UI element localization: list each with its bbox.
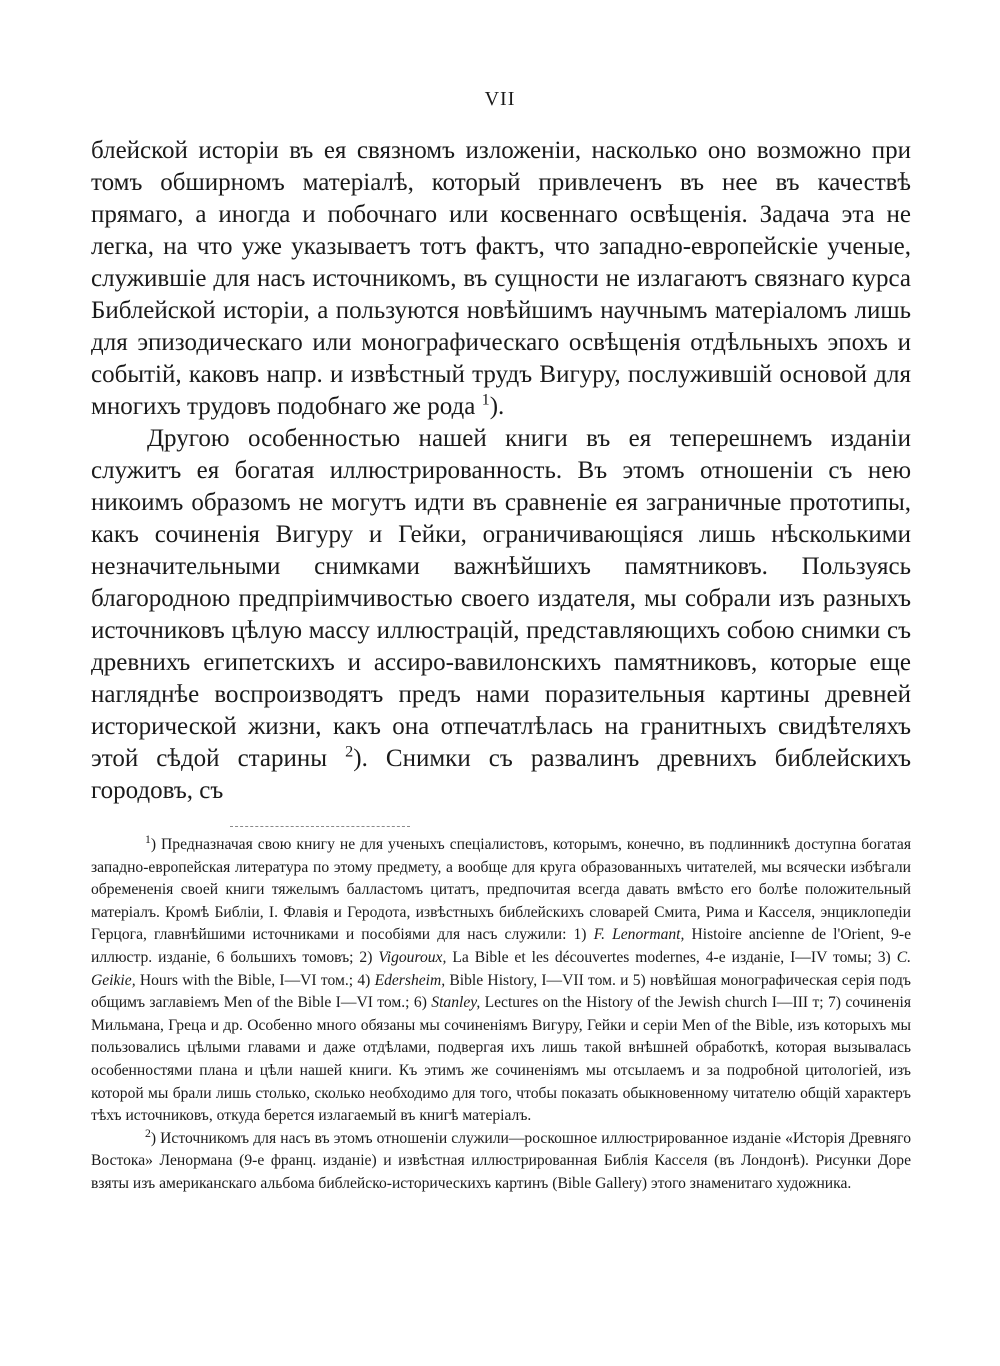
footnote-text: ) Предназначая свою книгу не для ученыхъ спеціалистовъ, которымъ, конечно, въ подлинникѣ доступна богатая западно-европейская литература по этому предмету, а вообще для круга образованныхъ читателей, мы всячески избѣгали обремененія своей книги тяжелымъ балластомъ цитатъ, предпочитая всегда давать вмѣсто его болѣе положительный матеріалъ. Кромѣ Библіи, І. Флавія и Геродота, извѣстныхъ библейскихъ словарей Смита, Рима и Касселя, энциклопедіи Герцога, главнѣйшими источниками и пособіями для насъ служили: 1) — [91, 836, 911, 944]
footnote-reference-1: 1 — [481, 390, 490, 409]
cited-author: F. Lenormant, — [593, 926, 685, 944]
paragraph-text: блейской исторіи въ ея связномъ изложеніи, насколько оно возможно при томъ обширномъ матеріалѣ, который привлеченъ въ нее въ качествѣ прямаго, а иногда и побочнаго или косвеннаго освѣщенія. Задача эта не легка, на что уже указываетъ тотъ фактъ, что западно-европейскіе ученые, служившіе для насъ источникомъ, въ сущности не излагаютъ связнаго курса Библейской исторіи, а пользуются новѣйшимъ научнымъ матеріаломъ лишь для эпизодическаго или монографическаго освѣщенія отдѣльныхъ эпохъ и событій, каковъ напр. и извѣстный трудъ Вигуру, послужившій основой для многихъ трудовъ подобнаго же рода — [91, 137, 911, 420]
cited-author: Stanley, — [431, 994, 481, 1012]
footnote-1 — [91, 834, 911, 1128]
footnote-separator — [230, 826, 410, 827]
cited-author: C. Geikie, — [91, 948, 911, 989]
footnote-text: Hours with the Bible, I—VI том.; 4) — [135, 971, 375, 989]
footnote-text: Lectures on the History of the Jewish church I—III т; 7) сочиненія Мильмана, Греца и др. Особенно много обязаны мы сочиненіямъ Вигуру, Гейки и серіи Men of the Bible, изъ которыхъ мы пользовались цѣлыми главами и даже отдѣлами, подвергая ихъ лишь такой внѣшней обработкѣ, которая вызывалась особенностями плана и цѣли нашей книги. Къ этимъ же сочиненіямъ мы отсылаемъ и за подробной цитологіей, изъ которой мы брали лишь столько, сколько необходимо для того, чтобы показать обыкновенному читателю общій характеръ тѣхъ источниковъ, откуда берется излагаемый въ книгѣ матеріалъ. — [91, 994, 911, 1125]
footnote-reference-2: 2 — [345, 742, 354, 761]
page-number: VII — [484, 88, 516, 110]
cited-author: Edersheim, — [374, 971, 446, 989]
footnote-text: ) Источникомъ для насъ въ этомъ отношеніи служили—роскошное иллюстрированное изданіе «Исторія Древняго Востока» Ленормана (9-е франц. изданіе) и извѣстная иллюстрированная Библія Касселя (въ Лондонѣ). Рисунки Доре взяты изъ американскаго альбома библейско-историческихъ картинъ (Bible Gallery) этого знаменитаго художника. — [91, 1129, 911, 1192]
paragraph-text: ). — [489, 393, 505, 420]
footnote-number: 1 — [145, 832, 151, 846]
main-paragraph-1 — [91, 135, 911, 423]
footnote-text: La Bible et les découvertes modernes, 4-е изданіе, I—IV томы; 3) — [446, 948, 897, 966]
main-paragraph-2 — [91, 423, 911, 807]
footnote-number: 2 — [145, 1126, 151, 1140]
main-text — [91, 135, 911, 807]
footnote-text: Histoire ancienne de l'Orient, 9-е иллюстр. изданіе, 6 большихъ томовъ; 2) — [91, 926, 911, 966]
paragraph-text: ). Снимки съ развалинъ древнихъ библейскихъ городовъ, съ — [91, 745, 911, 804]
footnotes — [91, 834, 911, 1196]
footnote-2 — [91, 1128, 911, 1196]
footnote-text: Bible History, I—VII том. и 5) новѣйшая монографическая серія подъ общимъ заглавіемъ Men of the Bible I—VI том.; 6) — [91, 971, 912, 1012]
paragraph-text: Другою особенностью нашей книги въ ея теперешнемъ изданіи служитъ ея богатая иллюстрированность. Въ этомъ отношеніи съ нею никоимъ образомъ не могутъ идти въ сравненіе ея заграничные прототипы, какъ сочиненія Вигуру и Гейки, ограничивающіяся лишь нѣсколькими незначительными снимками важнѣйшихъ памятниковъ. Пользуясь благородною предпріимчивостью своего издателя, мы собрали изъ разныхъ источниковъ цѣлую массу иллюстрацій, представляющихъ собою снимки съ древнихъ египетскихъ и ассиро-вавилонскихъ памятниковъ, которые еще нагляднѣе воспроизводятъ предъ нами поразительныя картины древней исторической жизни, какъ она отпечатлѣлась на гранитныхъ свидѣтеляхъ этой сѣдой старины — [91, 425, 911, 772]
cited-author: Vigouroux, — [378, 948, 447, 966]
